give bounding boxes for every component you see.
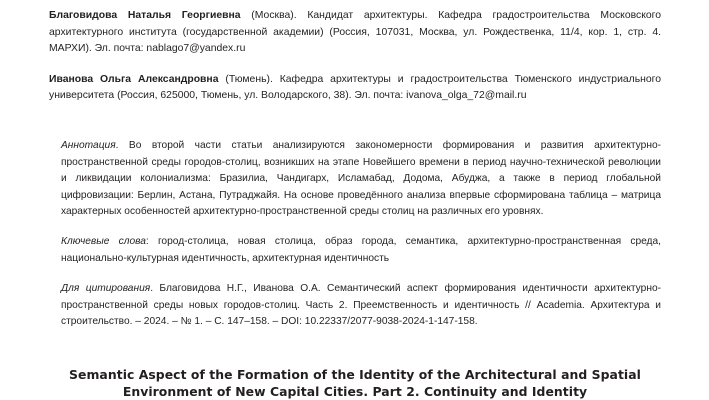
keywords-paragraph <box>61 234 661 267</box>
keywords-label: Ключевые слова <box>61 235 146 247</box>
english-title <box>49 366 661 400</box>
author-affiliation: (Тюмень). Кафедра архитектуры и градостроительства Тюменского индустриального университета (Россия, 625000, Тюмень, ул. Володарского, 38). Эл. почта: ivanova_olga_72@mail.ru <box>49 73 661 102</box>
english-title-line: Environment of New Capital Cities. Part 2. Continuity and Identity <box>122 383 588 399</box>
abstract-paragraph <box>61 138 661 221</box>
keywords-text: : город-столица, новая столица, образ города, семантика, архитектурно-пространственная среда, национально-культурная идентичность, архитектурная идентичность <box>61 235 661 264</box>
author-name: Благовидова Наталья Георгиевна <box>49 10 241 21</box>
author-info <box>49 72 661 105</box>
english-title-line: Semantic Aspect of the Formation of the Identity of the Architectural and Spatial <box>69 366 641 382</box>
citation-paragraph <box>61 281 661 331</box>
citation-text: . Благовидова Н.Г., Иванова О.А. Семантический аспект формирования идентичности архитектурно-пространственной среды новых городов-столиц. Часть 2. Преемственность и идентичность // Academia. Архитектура и строительство. – 2024. – № 1. – С. 147–158. – DOI: 10.22337/2077-9038-2024-1-147-158. <box>61 283 661 328</box>
author-affiliation: (Москва). Кандидат архитектуры. Кафедра градостроительства Московского архитектурного института (государственной академии) (Россия, 107031, Москва, ул. Рождественка, 11/4, кор. 1, стр. 4. МАРХИ). Эл. почта: nablago7@yandex.ru <box>49 10 661 55</box>
author-info <box>49 8 661 58</box>
author-name: Иванова Ольга Александровна <box>49 73 219 85</box>
article-page <box>49 8 661 400</box>
abstract-section <box>49 138 661 331</box>
abstract-text: . Во второй части статьи анализируются закономерности формирования и развития архитектурно-пространственной среды городов-столиц, возникших на этапе Новейшего времени в период научно-технической революции и ликвидации колониализма: Бразилиа, Чандигарх, Исламабад, Додома, Абуджа, а также в период глобальной цифровизации: Берлин, Астана, Путраджайя. На основе проведённого анализа впервые сформирована таблица – матрица характерных особенностей архитектурно-пространственной среды столиц на различных его уровнях. <box>61 139 661 218</box>
citation-label: Для цитирования <box>61 283 151 295</box>
abstract-label: Аннотация <box>61 139 116 151</box>
